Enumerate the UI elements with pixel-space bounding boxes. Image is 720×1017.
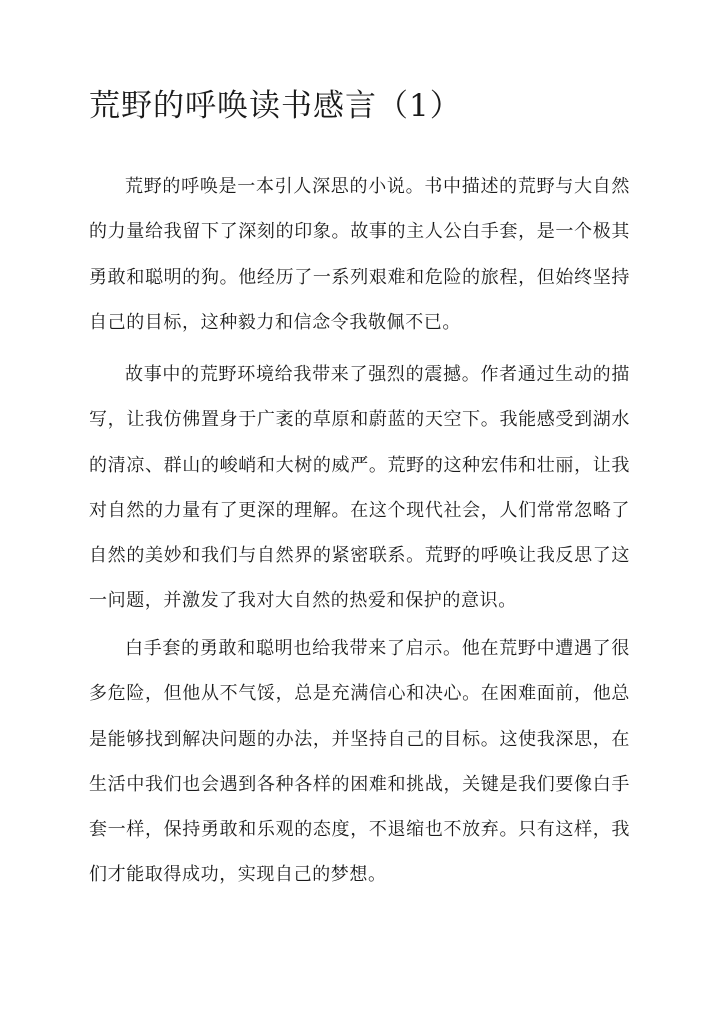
paragraph-2: 故事中的荒野环境给我带来了强烈的震撼。作者通过生动的描写，让我仿佛置身于广袤的草原和蔚蓝的天空下。我能感受到湖水的清凉、群山的峻峭和大树的威严。荒野的这种宏伟和壮丽，让我对自然的力量有了更深的理解。在这个现代社会，人们常常忽略了自然的美妙和我们与自然界的紧密联系。荒野的呼唤让我反思了这一问题，并激发了我对大自然的热爱和保护的意识。 <box>89 364 630 612</box>
paragraph-1: 荒野的呼唤是一本引人深思的小说。书中描述的荒野与大自然的力量给我留下了深刻的印象。故事的主人公白手套，是一个极其勇敢和聪明的狗。他经历了一系列艰难和危险的旅程，但始终坚持自己的目标，这种毅力和信念令我敬佩不已。 <box>89 176 630 333</box>
document-title: 荒野的呼唤读书感言（1） <box>89 88 462 124</box>
paragraph-3: 白手套的勇敢和聪明也给我带来了启示。他在荒野中遭遇了很多危险，但他从不气馁，总是充满信心和决心。在困难面前，他总是能够找到解决问题的办法，并坚持自己的目标。这使我深思，在生活中我们也会遇到各种各样的困难和挑战，关键是我们要像白手套一样，保持勇敢和乐观的态度，不退缩也不放弃。只有这样，我们才能取得成功，实现自己的梦想。 <box>89 638 630 886</box>
